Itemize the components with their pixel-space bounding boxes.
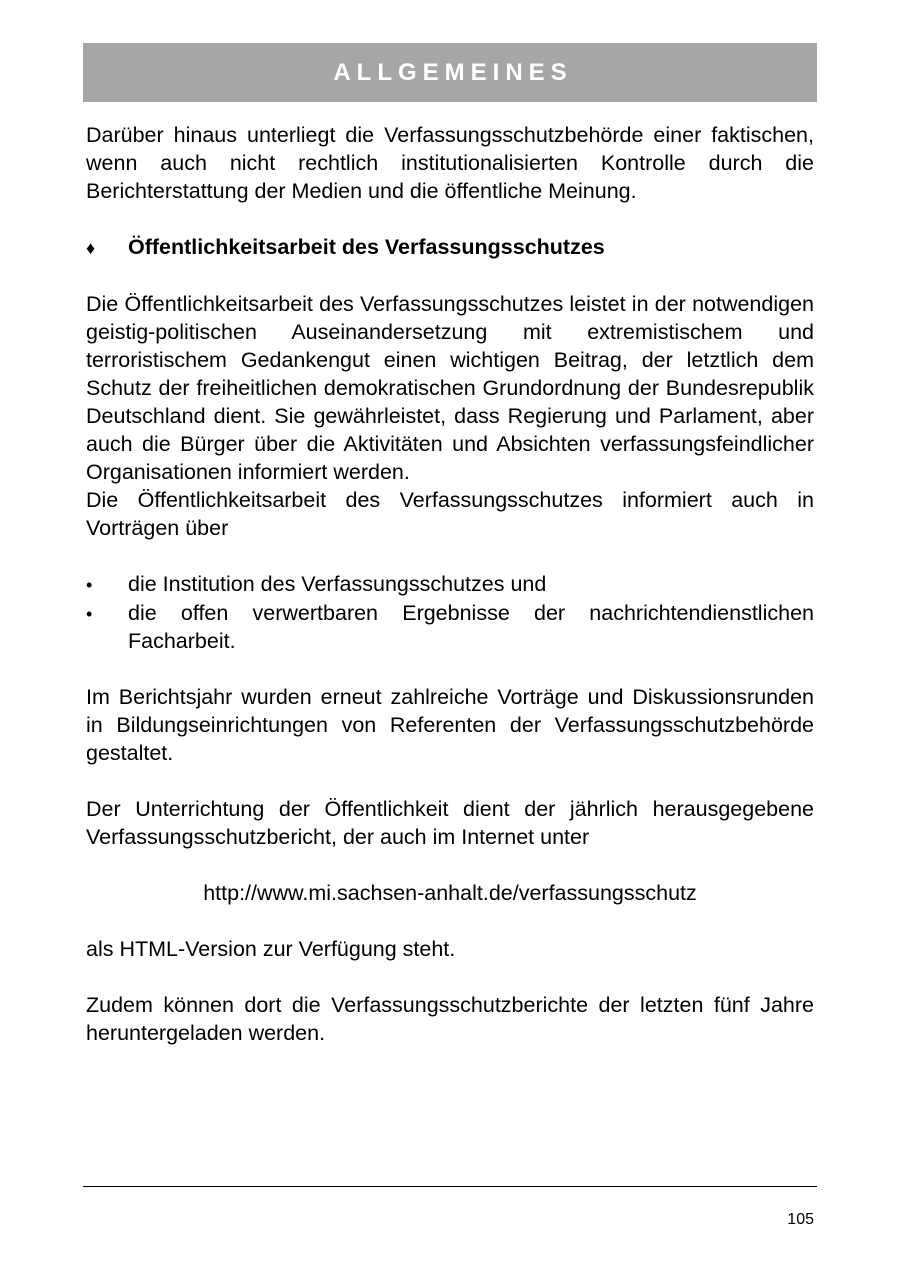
spacer <box>86 655 814 683</box>
list-item <box>86 599 814 655</box>
spacer <box>86 542 814 570</box>
spacer <box>86 205 814 233</box>
paragraph-html-version: als HTML-Version zur Verfügung steht. <box>86 937 456 961</box>
page-content <box>86 121 814 1047</box>
section-header-title: ALLGEMEINES <box>333 58 573 86</box>
paragraph-media-control: Darüber hinaus unterliegt die Verfassungsschutzbehörde einer faktischen, wenn auch nicht rechtlich institutionalisierten Kontrolle durch die Berichterstattung der Medien und die öffentliche Meinung. <box>86 123 814 203</box>
bullet-list <box>86 570 814 655</box>
spacer <box>86 767 814 795</box>
section-header-bar <box>83 43 817 102</box>
list-item-text: die offen verwertbaren Ergebnisse der nachrichtendienstlichen Facharbeit. <box>128 601 814 653</box>
bullet-dot-icon: • <box>86 604 93 624</box>
spacer <box>86 963 814 991</box>
diamond-bullet-icon: ♦ <box>86 238 96 258</box>
list-item-text: die Institution des Verfassungsschutzes und <box>128 572 547 596</box>
spacer <box>86 851 814 879</box>
list-item <box>86 570 814 599</box>
paragraph-public-relations: Die Öffentlichkeitsarbeit des Verfassungsschutzes leistet in der notwendigen geistig-politischen Auseinandersetzung mit extremistischem und terroristischem Gedankengut einen wichtigen Beitrag, der letztlich dem Schutz der freiheitlichen demokratischen Grundordnung der Bundesrepublik Deutschland dient. Sie gewährleistet, dass Regierung und Parlament, aber auch die Bürger über die Aktivitäten und Absichten verfassungsfeindlicher Organisationen informiert werden. <box>86 292 814 484</box>
section-heading-text: Öffentlichkeitsarbeit des Verfassungsschutzes <box>128 235 605 259</box>
website-url: http://www.mi.sachsen-anhalt.de/verfassungsschutz <box>203 881 697 905</box>
bullet-dot-icon: • <box>86 575 93 595</box>
footer-divider <box>83 1186 817 1187</box>
section-heading <box>86 233 814 262</box>
paragraph-annual-report: Der Unterrichtung der Öffentlichkeit dient der jährlich herausgegebene Verfassungsschutzbericht, der auch im Internet unter <box>86 797 814 849</box>
spacer <box>86 262 814 290</box>
paragraph-lectures-intro: Die Öffentlichkeitsarbeit des Verfassungsschutzes informiert auch in Vorträgen über <box>86 488 814 540</box>
spacer <box>86 907 814 935</box>
paragraph-lectures-report: Im Berichtsjahr wurden erneut zahlreiche Vorträge und Diskussionsrunden in Bildungseinrichtungen von Referenten der Verfassungsschutzbehörde gestaltet. <box>86 685 814 765</box>
paragraph-download-reports: Zudem können dort die Verfassungsschutzberichte der letzten fünf Jahre heruntergeladen werden. <box>86 993 814 1045</box>
page-number: 105 <box>787 1211 814 1228</box>
